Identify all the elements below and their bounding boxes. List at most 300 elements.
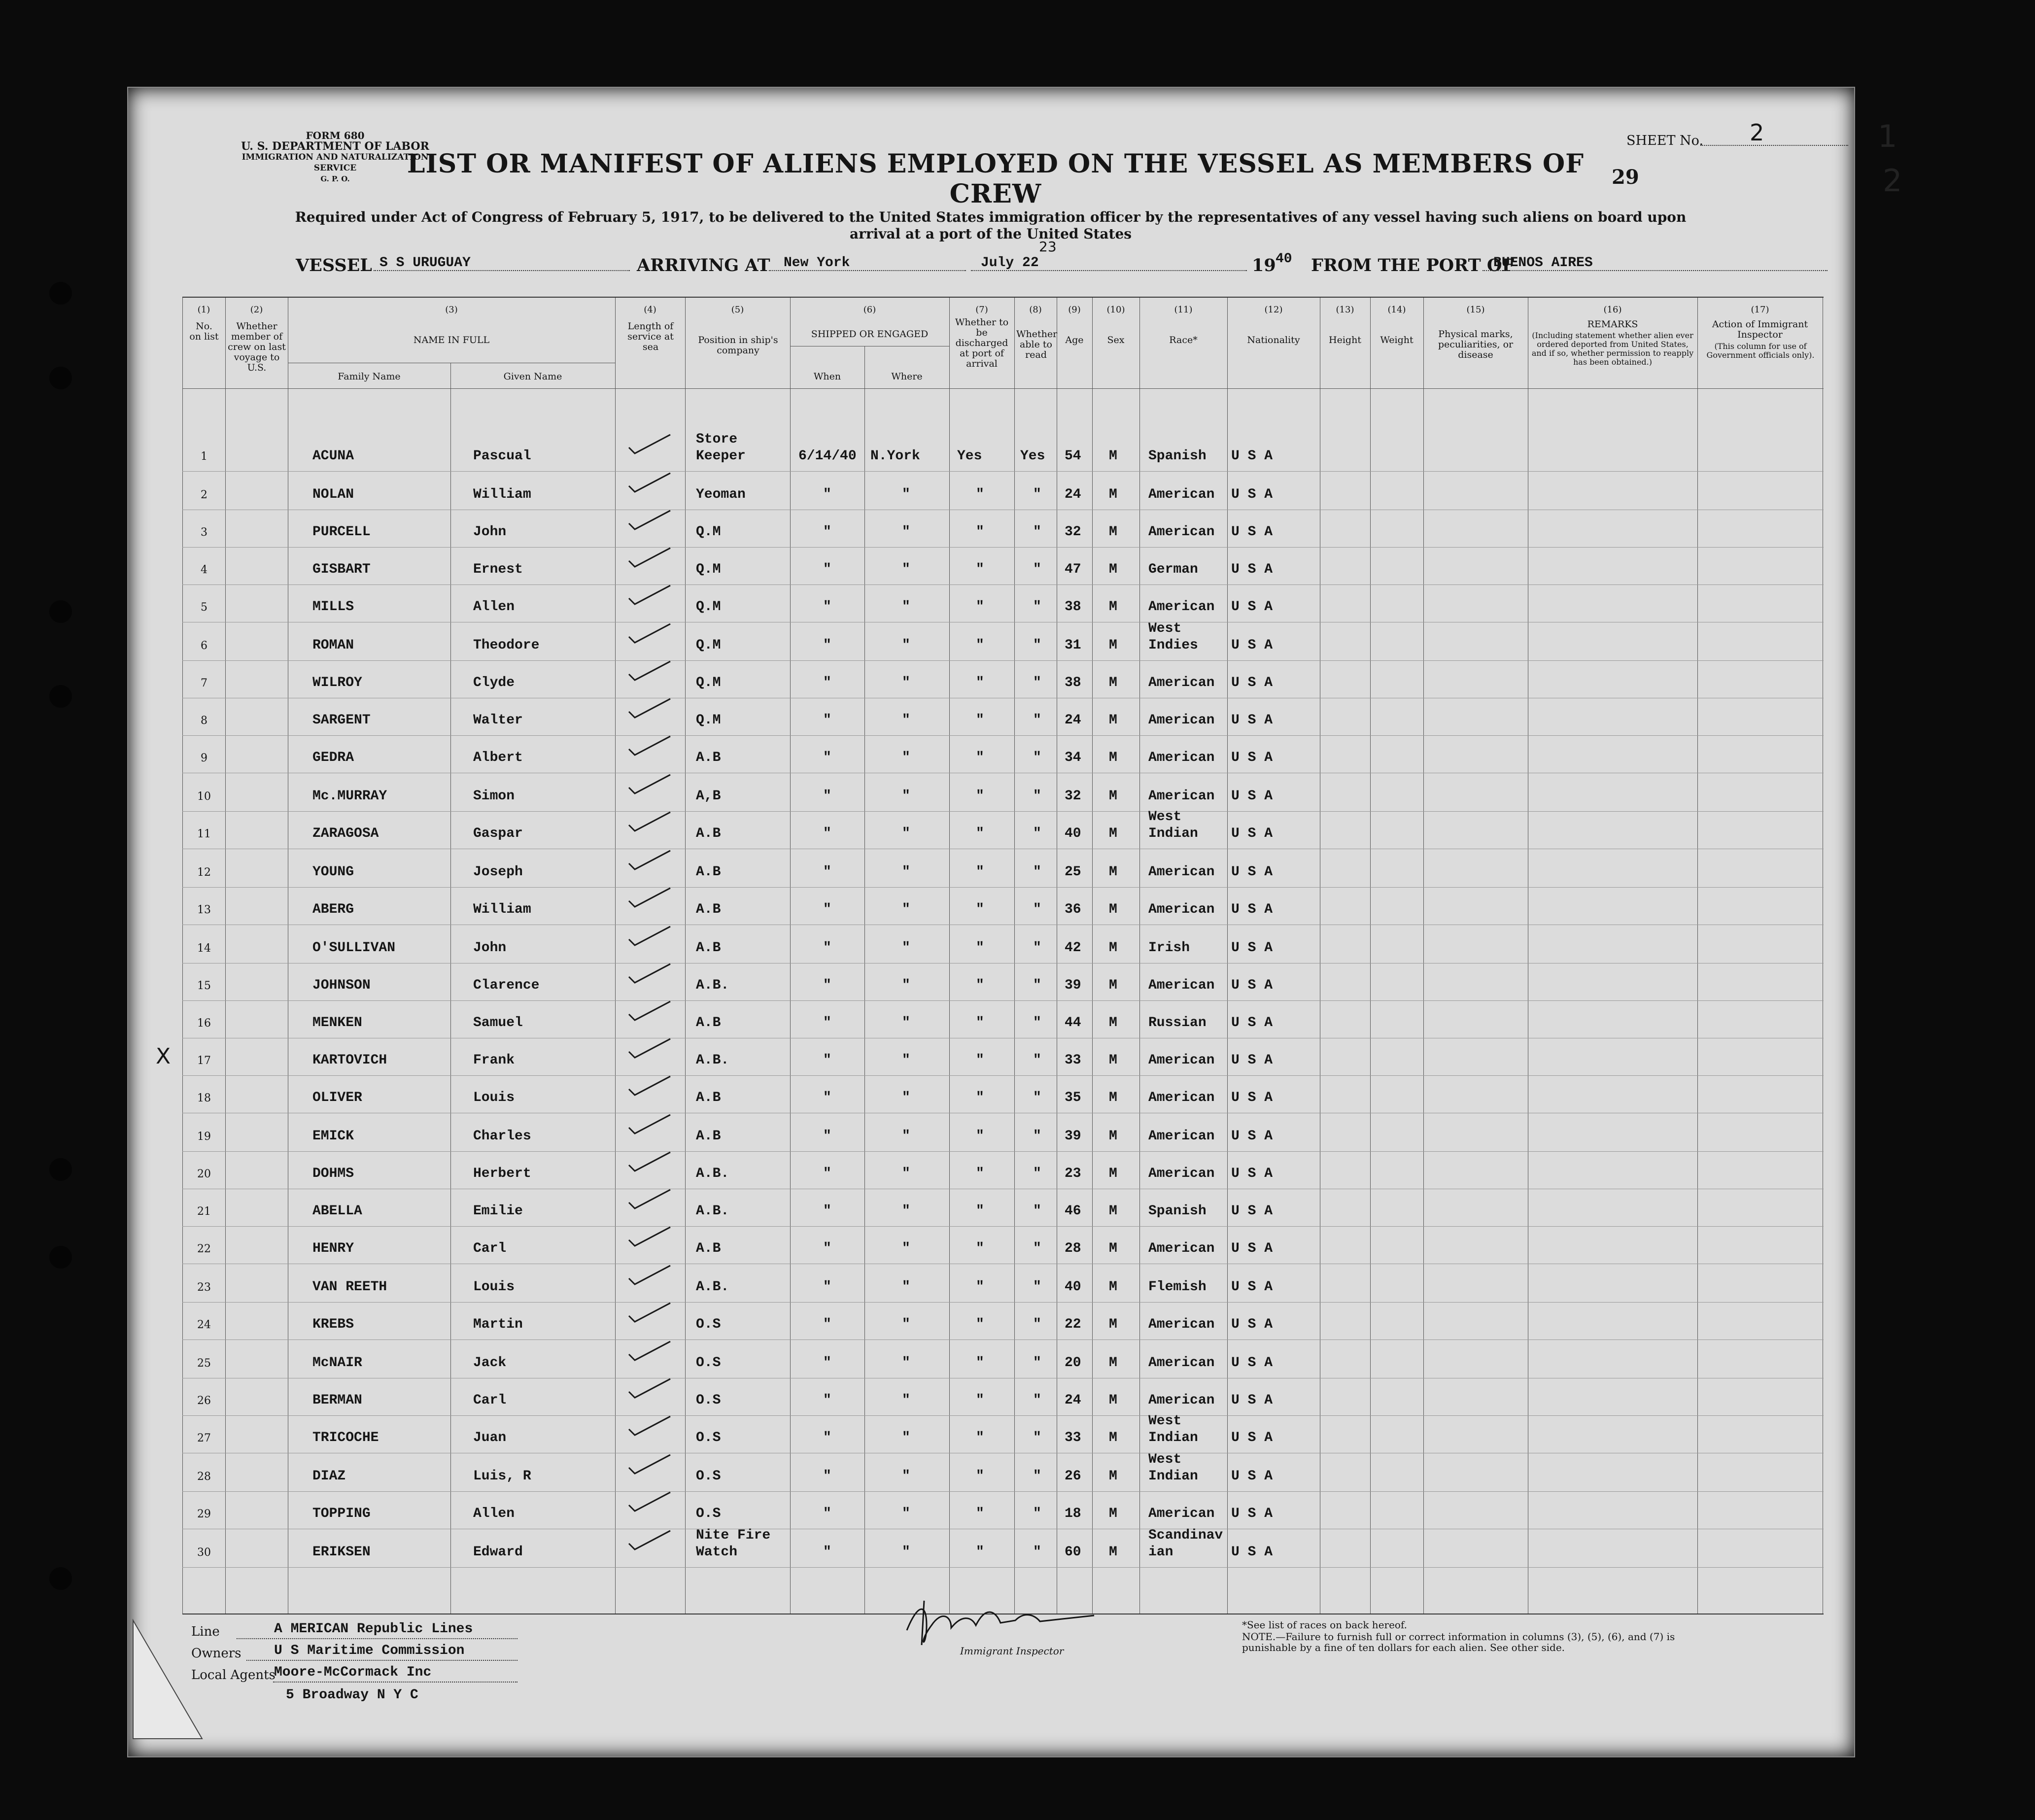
sex: M — [1109, 864, 1117, 880]
header-weight: Weight — [1380, 335, 1414, 345]
shipped-where: " — [902, 1430, 910, 1445]
shipped-when: " — [823, 1166, 831, 1181]
nationality: U S A — [1231, 562, 1273, 577]
race: American — [1148, 1317, 1215, 1332]
nationality: U S A — [1231, 826, 1273, 841]
position: A.B — [696, 902, 721, 917]
given-name: William — [473, 487, 531, 502]
nationality: U S A — [1231, 1090, 1273, 1105]
document-title: LIST OR MANIFEST OF ALIENS EMPLOYED ON THE VESSEL AS MEMBERS OF CREW — [407, 149, 1585, 209]
family-name: MILLS — [312, 599, 354, 615]
check-mark-icon — [626, 1073, 675, 1098]
sex: M — [1109, 487, 1117, 502]
table-row — [182, 1415, 1824, 1416]
table-row — [182, 1151, 1824, 1152]
col-num-14: (14) — [1387, 305, 1406, 315]
able-to-read: " — [1033, 978, 1041, 993]
age: 46 — [1065, 1203, 1081, 1219]
age: 40 — [1065, 826, 1081, 841]
age: 24 — [1065, 1393, 1081, 1408]
shipped-when: " — [823, 1279, 831, 1295]
race: Russian — [1148, 1015, 1207, 1030]
header-sex: Sex — [1107, 335, 1125, 345]
form-number: FORM 680 — [306, 130, 365, 141]
race: American — [1148, 1393, 1215, 1408]
col-num-5: (5) — [731, 305, 744, 315]
given-name: Emilie — [473, 1203, 523, 1219]
age: 42 — [1065, 940, 1081, 956]
shipped-where: " — [902, 1506, 910, 1521]
header-inspector-action: Action of Immigrant Inspector — [1712, 319, 1808, 340]
discharged: " — [976, 1129, 984, 1144]
shipped-where: " — [902, 1203, 910, 1219]
family-name: PURCELL — [312, 524, 371, 540]
shipped-where: " — [902, 940, 910, 956]
nationality: U S A — [1231, 524, 1273, 540]
discharged: " — [976, 750, 984, 765]
discharged: " — [976, 562, 984, 577]
race: Indies — [1148, 638, 1198, 653]
discharged: " — [976, 864, 984, 880]
sex: M — [1109, 902, 1117, 917]
row-number: 21 — [197, 1205, 211, 1218]
nationality: U S A — [1231, 1393, 1273, 1408]
shipped-when: " — [823, 940, 831, 956]
family-name: OLIVER — [312, 1090, 362, 1105]
shipped-where: " — [902, 524, 910, 540]
col-num-6: (6) — [863, 305, 876, 315]
able-to-read: " — [1033, 675, 1041, 690]
table-row — [182, 1339, 1824, 1340]
row-number: 4 — [201, 564, 207, 576]
able-to-read: " — [1033, 1317, 1041, 1332]
shipped-where: " — [902, 1355, 910, 1371]
family-name: ABELLA — [312, 1203, 362, 1219]
able-to-read: " — [1033, 1129, 1041, 1144]
agents-address: 5 Broadway N Y C — [286, 1687, 418, 1703]
check-mark-icon — [626, 1452, 675, 1477]
table-row — [182, 1567, 1824, 1568]
from-port-label: FROM THE PORT OF — [1311, 255, 1515, 275]
given-name: Carl — [473, 1393, 507, 1408]
check-mark-icon — [626, 545, 675, 570]
shipped-when: " — [823, 864, 831, 880]
given-name: Edward — [473, 1545, 523, 1560]
table-row — [182, 887, 1824, 888]
position: Q.M — [696, 562, 721, 577]
race: American — [1148, 1355, 1215, 1371]
sex: M — [1109, 1506, 1117, 1521]
header-when: When — [813, 371, 841, 382]
sex: M — [1109, 599, 1117, 615]
position: Keeper — [696, 448, 746, 464]
race: American — [1148, 599, 1215, 615]
family-name: ROMAN — [312, 638, 354, 653]
col-line — [864, 346, 865, 1614]
check-mark-icon — [626, 1187, 675, 1211]
discharged: " — [976, 487, 984, 502]
shipped-where: " — [902, 562, 910, 577]
row-number: 16 — [197, 1017, 211, 1030]
nationality: U S A — [1231, 1129, 1273, 1144]
given-name: Allen — [473, 599, 515, 615]
table-row — [182, 660, 1824, 661]
able-to-read: Yes — [1020, 448, 1045, 464]
given-name: Jack — [473, 1355, 507, 1371]
shipped-where: N.York — [870, 448, 920, 464]
sex: M — [1109, 1393, 1117, 1408]
sex: M — [1109, 713, 1117, 728]
shipped-when: " — [823, 1469, 831, 1484]
shipped-when: " — [823, 1053, 831, 1068]
able-to-read: " — [1033, 940, 1041, 956]
shipped-where: " — [902, 1129, 910, 1144]
race: Spanish — [1148, 448, 1207, 464]
nationality: U S A — [1231, 940, 1273, 956]
able-to-read: " — [1033, 826, 1041, 841]
able-to-read: " — [1033, 1393, 1041, 1408]
discharged: " — [976, 1053, 984, 1068]
check-mark-icon — [626, 696, 675, 721]
age: 47 — [1065, 562, 1081, 577]
able-to-read: " — [1033, 864, 1041, 880]
given-name: Walter — [473, 713, 523, 728]
sex: M — [1109, 1090, 1117, 1105]
sex: M — [1109, 1545, 1117, 1560]
given-name: John — [473, 940, 507, 956]
header-discharged: Whether to be discharged at port of arrival — [955, 317, 1009, 369]
col-line — [1423, 298, 1424, 1614]
row-number: 7 — [201, 677, 207, 689]
check-mark-icon — [626, 1263, 675, 1287]
nationality: U S A — [1231, 1545, 1273, 1560]
family-name: TRICOCHE — [312, 1430, 379, 1445]
inspector-label: Immigrant Inspector — [960, 1645, 1064, 1657]
row-number: 6 — [201, 640, 207, 652]
race-line1: West — [1148, 809, 1182, 824]
position: Q.M — [696, 524, 721, 540]
able-to-read: " — [1033, 599, 1041, 615]
row-number: 19 — [197, 1131, 211, 1143]
given-name: Simon — [473, 789, 515, 804]
position: A.B — [696, 826, 721, 841]
col-num-17: (17) — [1751, 305, 1769, 315]
given-name: Ernest — [473, 562, 523, 577]
family-name: HENRY — [312, 1241, 354, 1256]
able-to-read: " — [1033, 750, 1041, 765]
check-mark-icon — [626, 961, 675, 986]
shipped-where: " — [902, 1241, 910, 1256]
col-num-7: (7) — [975, 305, 988, 315]
discharged: " — [976, 1203, 984, 1219]
col-num-4: (4) — [644, 305, 656, 315]
shipped-where: " — [902, 1393, 910, 1408]
shipped-when: " — [823, 1090, 831, 1105]
position: A.B — [696, 864, 721, 880]
check-mark-icon — [626, 1489, 675, 1514]
discharged: " — [976, 826, 984, 841]
discharged: " — [976, 1545, 984, 1560]
binder-hole — [49, 1158, 72, 1181]
given-name: Albert — [473, 750, 523, 765]
row-number: 17 — [197, 1055, 211, 1067]
shipped-where: " — [902, 675, 910, 690]
position: A.B. — [696, 1053, 729, 1068]
row-number: 14 — [197, 942, 211, 955]
sex: M — [1109, 940, 1117, 956]
position-line1: Nite Fire — [696, 1528, 771, 1543]
family-name: ZARAGOSA — [312, 826, 379, 841]
shipped-when: " — [823, 1317, 831, 1332]
check-mark-icon — [626, 733, 675, 758]
race: American — [1148, 675, 1215, 690]
age: 26 — [1065, 1469, 1081, 1484]
sex: M — [1109, 1355, 1117, 1371]
header-position: Position in ship's company — [698, 335, 778, 356]
position: Q.M — [696, 638, 721, 653]
nationality: U S A — [1231, 1317, 1273, 1332]
given-name: Juan — [473, 1430, 507, 1445]
discharged: " — [976, 1090, 984, 1105]
nationality: U S A — [1231, 675, 1273, 690]
nationality: U S A — [1231, 750, 1273, 765]
row-number: 18 — [197, 1092, 211, 1104]
shipped-when: " — [823, 1203, 831, 1219]
age: 32 — [1065, 524, 1081, 540]
shipped-when: " — [823, 1355, 831, 1371]
shipped-where: " — [902, 638, 910, 653]
nationality: U S A — [1231, 713, 1273, 728]
discharged: " — [976, 1355, 984, 1371]
header-rule — [182, 388, 1824, 389]
position: A.B — [696, 1241, 721, 1256]
shipped-where: " — [902, 978, 910, 993]
shipped-when: " — [823, 524, 831, 540]
sex: M — [1109, 978, 1117, 993]
shipped-where: " — [902, 826, 910, 841]
sex: M — [1109, 1015, 1117, 1030]
given-name: Pascual — [473, 448, 531, 464]
col-num-10: (10) — [1106, 305, 1125, 315]
race: American — [1148, 1166, 1215, 1181]
age: 25 — [1065, 864, 1081, 880]
col-num-16: (16) — [1603, 305, 1622, 315]
given-name: Clyde — [473, 675, 515, 690]
shipped-when: " — [823, 487, 831, 502]
able-to-read: " — [1033, 713, 1041, 728]
discharged: " — [976, 1241, 984, 1256]
nationality: U S A — [1231, 864, 1273, 880]
shipped-where: " — [902, 1166, 910, 1181]
col-num-13: (13) — [1336, 305, 1354, 315]
col-line — [1227, 298, 1228, 1614]
manifest-sheet — [127, 87, 1855, 1757]
discharged: " — [976, 1015, 984, 1030]
year-prefix: 19 — [1252, 255, 1276, 275]
family-name: DIAZ — [312, 1469, 346, 1484]
header-remarks-note: (Including statement whether alien ever ordered deported from United States, and if so, whether permission to reapply has been obtained.) — [1531, 331, 1694, 367]
check-mark-icon — [626, 809, 675, 834]
shipped-when: 6/14/40 — [798, 448, 857, 464]
nationality: U S A — [1231, 1203, 1273, 1219]
given-name: Louis — [473, 1279, 515, 1295]
line-dots — [237, 1638, 517, 1639]
sheet-number: 2 — [1750, 119, 1764, 146]
table-row — [182, 735, 1824, 736]
able-to-read: " — [1033, 1279, 1041, 1295]
age: 44 — [1065, 1015, 1081, 1030]
sex: M — [1109, 1317, 1117, 1332]
discharged: " — [976, 1166, 984, 1181]
header-age: Age — [1065, 335, 1084, 345]
race: American — [1148, 978, 1215, 993]
able-to-read: " — [1033, 562, 1041, 577]
age: 60 — [1065, 1545, 1081, 1560]
requirement-text: Required under Act of Congress of February 5, 1917, to be delivered to the United States immigration officer by the representatives of any vessel having such aliens on board upon arrival at a port of the United States — [295, 209, 1687, 242]
vessel-label: VESSEL — [296, 255, 372, 275]
given-name: Allen — [473, 1506, 515, 1521]
check-mark-icon — [626, 885, 675, 910]
crew-manifest-table — [182, 297, 1824, 1614]
row-number: 27 — [197, 1432, 211, 1444]
shipped-when: " — [823, 1015, 831, 1030]
nationality: U S A — [1231, 902, 1273, 917]
nationality: U S A — [1231, 1506, 1273, 1521]
race: Flemish — [1148, 1279, 1207, 1295]
table-row — [182, 1302, 1824, 1303]
nationality: U S A — [1231, 1469, 1273, 1484]
sex: M — [1109, 524, 1117, 540]
sex: M — [1109, 562, 1117, 577]
agents-dots — [273, 1682, 517, 1683]
check-mark-icon — [626, 1112, 675, 1136]
race: American — [1148, 750, 1215, 765]
discharged: " — [976, 675, 984, 690]
header-length-service: Length of service at sea — [627, 321, 674, 352]
race: Indian — [1148, 1430, 1198, 1445]
family-name: WILROY — [312, 675, 362, 690]
given-name: Charles — [473, 1129, 531, 1144]
table-row — [182, 1226, 1824, 1227]
given-name: Joseph — [473, 864, 523, 880]
position: O.S — [696, 1317, 721, 1332]
shipped-where: " — [902, 713, 910, 728]
sex: M — [1109, 1053, 1117, 1068]
shipped-when: " — [823, 599, 831, 615]
age: 33 — [1065, 1430, 1081, 1445]
race: American — [1148, 789, 1215, 804]
shipped-when: " — [823, 1545, 831, 1560]
sex: M — [1109, 826, 1117, 841]
row-number: 10 — [197, 790, 211, 803]
position: Q.M — [696, 675, 721, 690]
nationality: U S A — [1231, 487, 1273, 502]
race-line1: West — [1148, 1452, 1182, 1467]
department-name: U. S. DEPARTMENT OF LABOR — [241, 140, 429, 153]
check-mark-icon — [626, 924, 675, 948]
able-to-read: " — [1033, 1430, 1041, 1445]
age: 39 — [1065, 978, 1081, 993]
check-mark-icon — [626, 1224, 675, 1249]
sex: M — [1109, 1241, 1117, 1256]
nationality: U S A — [1231, 1279, 1273, 1295]
shipped-where: " — [902, 750, 910, 765]
binder-hole — [49, 600, 72, 623]
age: 23 — [1065, 1166, 1081, 1181]
shipped-where: " — [902, 1469, 910, 1484]
given-name: Frank — [473, 1053, 515, 1068]
nationality: U S A — [1231, 978, 1273, 993]
family-name: ABERG — [312, 902, 354, 917]
discharged: " — [976, 1430, 984, 1445]
shipped-when: " — [823, 1129, 831, 1144]
row-number: 3 — [201, 526, 207, 539]
line-label: Line — [191, 1624, 220, 1639]
col-num-9: (9) — [1068, 305, 1081, 315]
col-line — [949, 298, 950, 1614]
row-number: 13 — [197, 904, 211, 916]
sheet-number-line — [1700, 145, 1848, 146]
col-num-15: (15) — [1466, 305, 1485, 315]
sex: M — [1109, 789, 1117, 804]
binder-hole — [49, 1567, 72, 1590]
able-to-read: " — [1033, 1090, 1041, 1105]
shipped-where: " — [902, 1090, 910, 1105]
shipped-where: " — [902, 1015, 910, 1030]
check-mark-icon — [626, 621, 675, 646]
race: Spanish — [1148, 1203, 1207, 1219]
family-name: NOLAN — [312, 487, 354, 502]
discharged: " — [976, 1469, 984, 1484]
sex: M — [1109, 1279, 1117, 1295]
local-agents: Moore-McCormack Inc — [274, 1665, 432, 1680]
age: 36 — [1065, 902, 1081, 917]
col-line — [1370, 298, 1371, 1614]
discharged: " — [976, 638, 984, 653]
check-mark-icon — [626, 432, 675, 456]
row-number: 8 — [201, 715, 207, 727]
position: Yeoman — [696, 487, 746, 502]
age: 31 — [1065, 638, 1081, 653]
arrival-port: New York — [784, 255, 850, 271]
race: American — [1148, 902, 1215, 917]
col-line — [615, 298, 616, 1614]
nationality: U S A — [1231, 1166, 1273, 1181]
table-row — [182, 1000, 1824, 1001]
table-row — [182, 811, 1824, 812]
discharged: " — [976, 524, 984, 540]
vessel-owners: U S Maritime Commission — [274, 1643, 465, 1658]
shipped-where: " — [902, 789, 910, 804]
shipped-where: " — [902, 1279, 910, 1295]
given-name: Theodore — [473, 638, 540, 653]
service-name: IMMIGRATION AND NATURALIZATION SERVICE — [241, 152, 429, 173]
nationality: U S A — [1231, 1015, 1273, 1030]
position-line1: Store — [696, 432, 738, 447]
col-num-12: (12) — [1264, 305, 1283, 315]
able-to-read: " — [1033, 1203, 1041, 1219]
table-row — [182, 547, 1824, 548]
able-to-read: " — [1033, 638, 1041, 653]
position: A.B — [696, 940, 721, 956]
shipped-when: " — [823, 638, 831, 653]
family-name: EMICK — [312, 1129, 354, 1144]
position: A.B. — [696, 1279, 729, 1295]
page-corner-fold — [128, 1615, 207, 1744]
check-mark-icon — [626, 1300, 675, 1325]
discharged: " — [976, 599, 984, 615]
race: American — [1148, 1241, 1215, 1256]
